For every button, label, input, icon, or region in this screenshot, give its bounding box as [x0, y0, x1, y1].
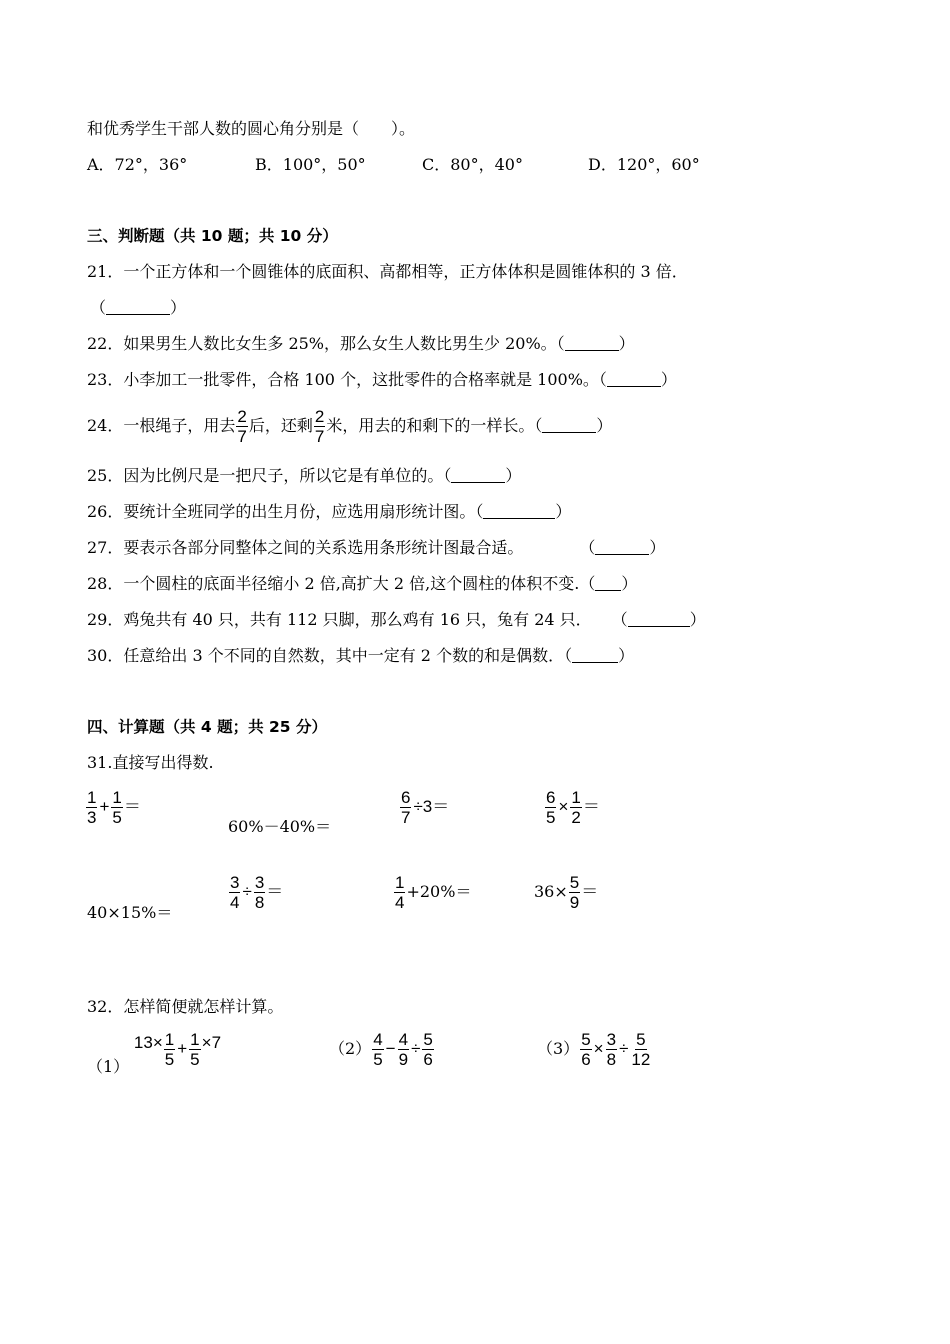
fraction: $\frac{3}{8}$	[254, 873, 265, 912]
q32-expr-3: （3） $\frac{5}{6}$ × $\frac{3}{8}$ ÷ $\frac{5}{12}$	[537, 1030, 651, 1069]
calc-r1-b: 60%－40%＝	[228, 817, 332, 836]
q24-blank[interactable]	[542, 417, 596, 433]
calc-r2-d: 36× $\frac{5}{9}$ ＝	[534, 873, 599, 912]
fraction: $\frac{1}{2}$	[571, 788, 581, 827]
fraction: $\frac{1}{4}$	[395, 873, 405, 912]
fraction: $\frac{6}{7}$	[401, 788, 411, 827]
q21-blank[interactable]	[106, 299, 170, 315]
q27: 27．要表示各部分同整体之间的关系选用条形统计图最合适。 （ ）	[87, 538, 666, 557]
calc-r1-c: $\frac{6}{7}$ ÷3＝	[401, 788, 450, 827]
section-3-title: 三、判断题（共 10 题；共 10 分）	[87, 227, 338, 245]
q23-blank[interactable]	[607, 371, 661, 387]
q20-option-c: C．80°，40°	[422, 155, 523, 174]
fraction: $\frac{4}{9}$	[398, 1030, 409, 1069]
q22: 22．如果男生人数比女生多 25%，那么女生人数比男生少 20%。（ ）	[87, 334, 635, 353]
calc-r2-c: $\frac{1}{4}$ +20%＝	[395, 873, 472, 912]
q30: 30．任意给出 3 个不同的自然数，其中一定有 2 个数的和是偶数．（ ）	[87, 646, 635, 665]
calc-r2-b: $\frac{3}{4}$ ÷ $\frac{3}{8}$ ＝	[230, 873, 284, 912]
fraction: $\frac{4}{5}$	[373, 1030, 383, 1069]
calc-r1-a: $\frac{1}{3}$ + $\frac{1}{5}$ ＝	[87, 788, 141, 827]
q26-blank[interactable]	[483, 503, 555, 519]
calc-r1-d: $\frac{6}{5}$ × $\frac{1}{2}$ ＝	[546, 788, 600, 827]
fraction: $\frac{3}{4}$	[230, 873, 240, 912]
q28-blank[interactable]	[595, 575, 621, 591]
q32-expr-2: （2） $\frac{4}{5}$ − $\frac{4}{9}$ ÷ $\frac{5}{6}$	[329, 1030, 433, 1069]
q30-blank[interactable]	[572, 647, 618, 663]
q24-fraction-2: $\frac{2}{7}$	[314, 407, 325, 446]
calc-r2-a: 40×15%＝	[87, 903, 173, 922]
fraction: $\frac{6}{5}$	[546, 788, 556, 827]
section-4-title: 四、计算题（共 4 题；共 25 分）	[87, 718, 327, 736]
fraction: $\frac{1}{5}$	[112, 788, 122, 827]
q25-blank[interactable]	[451, 467, 505, 483]
fraction: $\frac{3}{8}$	[606, 1030, 617, 1069]
q20-option-a: A．72°，36°	[87, 155, 188, 174]
q27-blank[interactable]	[595, 539, 649, 555]
fraction: $\frac{1}{5}$	[164, 1030, 175, 1069]
q29-blank[interactable]	[628, 611, 690, 627]
fraction: $\frac{5}{9}$	[569, 873, 580, 912]
q31-title: 31.直接写出得数.	[87, 753, 214, 772]
q25: 25．因为比例尺是一把尺子，所以它是有单位的。（ ）	[87, 466, 522, 485]
q28: 28．一个圆柱的底面半径缩小 2 倍,高扩大 2 倍,这个圆柱的体积不变.（ ）	[87, 574, 638, 593]
q24: 24．一根绳子，用去 $\frac{2}{7}$ 后，还剩 $\frac{2}{7}$ 米，用去的和剩下的一样长。（ ）	[87, 407, 613, 446]
q29: 29．鸡兔共有 40 只，共有 112 只脚，那么鸡有 16 只，兔有 24 只． （ ）	[87, 610, 706, 629]
q20-option-d: D．120°，60°	[588, 155, 700, 174]
fraction: $\frac{1}{5}$	[190, 1030, 200, 1069]
q23: 23．小李加工一批零件，合格 100 个，这批零件的合格率就是 100%。（ ）	[87, 370, 677, 389]
q21-answer: （ ）	[90, 298, 187, 317]
fraction: $\frac{1}{3}$	[87, 788, 97, 827]
q26: 26．要统计全班同学的出生月份，应选用扇形统计图。（ ）	[87, 502, 572, 521]
fraction: $\frac{5}{12}$	[631, 1030, 651, 1069]
q20-continuation: 和优秀学生干部人数的圆心角分别是（ ）。	[87, 119, 416, 138]
q22-blank[interactable]	[565, 335, 619, 351]
fraction: $\frac{5}{6}$	[581, 1030, 591, 1069]
fraction: $\frac{5}{6}$	[423, 1030, 433, 1069]
q32-expr-1: （1） 13× $\frac{1}{5}$ + $\frac{1}{5}$ ×7	[87, 1030, 222, 1076]
q32-title: 32．怎样简便就怎样计算。	[87, 997, 284, 1016]
q24-fraction-1: $\frac{2}{7}$	[237, 407, 247, 446]
q21-text: 21．一个正方体和一个圆锥体的底面积、高都相等，正方体体积是圆锥体积的 3 倍．	[87, 262, 688, 281]
q20-option-b: B．100°，50°	[255, 155, 366, 174]
